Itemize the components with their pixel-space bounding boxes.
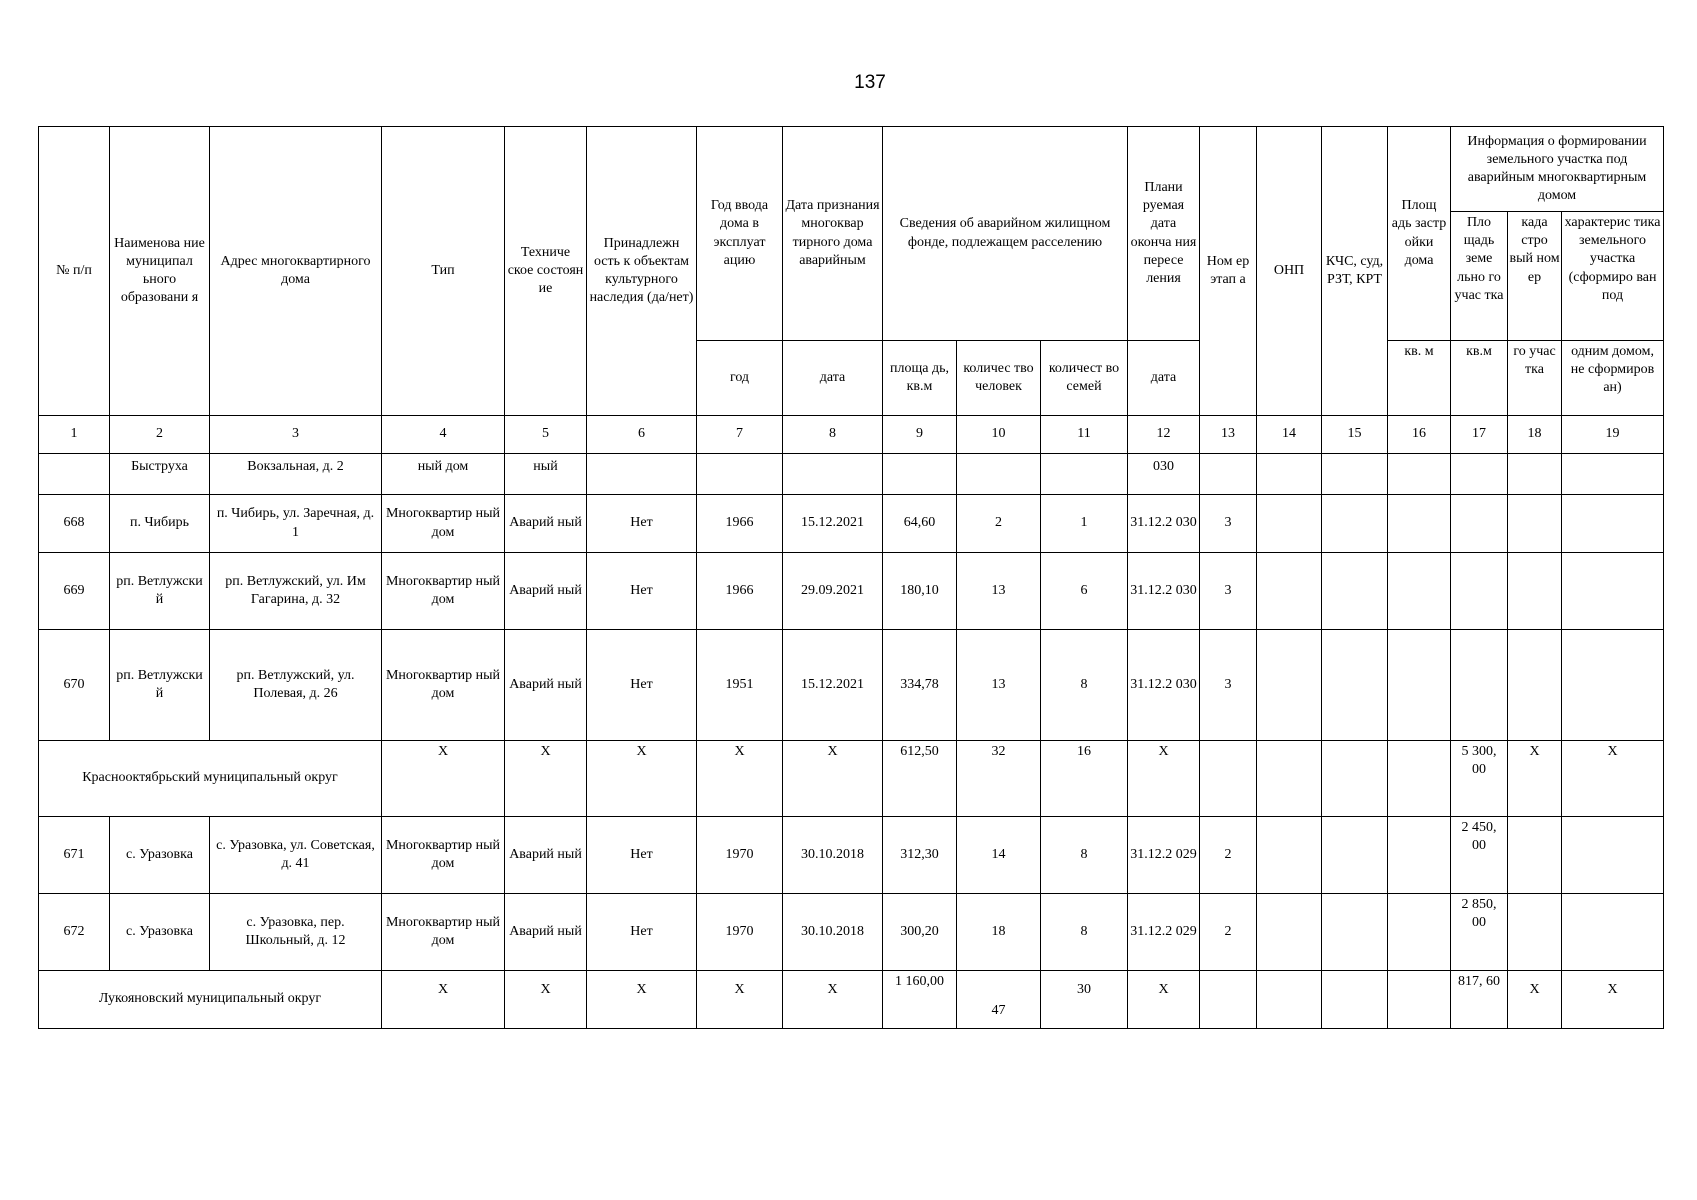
cell-people: 2: [957, 495, 1041, 553]
cell-municipality: рп. Ветлужски й: [110, 630, 210, 741]
total-row: [39, 971, 1664, 1029]
header-state: Техниче ское состоян ие: [505, 127, 587, 416]
col-number: 16: [1388, 416, 1451, 454]
header-sub-families: количест во семей: [1041, 341, 1128, 416]
cell-date: 30.10.2018: [783, 894, 883, 971]
cell-planned-date: 31.12.2 029: [1128, 817, 1200, 894]
cell-date: 15.12.2021: [783, 495, 883, 553]
header-building-area: Площ адь застр ойки дома: [1388, 127, 1451, 341]
cell-type: Многоквартир ный дом: [382, 630, 505, 741]
header-row-1: [39, 127, 1664, 341]
cell-type: Многоквартир ный дом: [382, 817, 505, 894]
cell-x: X: [783, 741, 883, 817]
cell-stage: 3: [1200, 553, 1257, 630]
header-kchs: КЧС, суд, РЗТ, КРТ: [1322, 127, 1388, 416]
cell-land-area: 817, 60: [1451, 971, 1508, 1029]
col-number: 5: [505, 416, 587, 454]
header-sub-building-area: кв. м: [1388, 341, 1451, 416]
header-sub-characteristic: одним домом, не сформиров ан): [1562, 341, 1664, 416]
cell-municipality: п. Чибирь: [110, 495, 210, 553]
col-number: 17: [1451, 416, 1508, 454]
header-land-subcols: [1451, 212, 1663, 340]
header-year: Год ввода дома в эксплуат ацию: [697, 127, 783, 341]
cell-land-area: 2 850, 00: [1451, 894, 1508, 971]
header-municipality: Наименова ние муниципал ьного образовани я: [110, 127, 210, 416]
table-row: [39, 495, 1664, 553]
cell-area: 300,20: [883, 894, 957, 971]
col-number: 12: [1128, 416, 1200, 454]
cell-x: X: [587, 741, 697, 817]
cell-x: X: [783, 971, 883, 1029]
col-number: 11: [1041, 416, 1128, 454]
cell-families: 8: [1041, 817, 1128, 894]
cell-type: Многоквартир ный дом: [382, 553, 505, 630]
cell-planned-date: 31.12.2 029: [1128, 894, 1200, 971]
col-number: 9: [883, 416, 957, 454]
cell-heritage: Нет: [587, 495, 697, 553]
header-stage: Ном ер этап а: [1200, 127, 1257, 416]
cell-people: 13: [957, 630, 1041, 741]
header-land-characteristic: характерис тика земельного участка (сформиро ван под: [1564, 215, 1661, 303]
header-onp: ОНП: [1257, 127, 1322, 416]
cell-state: ный: [505, 454, 587, 495]
cell-num: 671: [39, 817, 110, 894]
cell-people: 32: [957, 741, 1041, 817]
cell-date: 15.12.2021: [783, 630, 883, 741]
cell-municipality: с. Уразовка: [110, 894, 210, 971]
header-cadastral: када стро вый ном ер: [1508, 212, 1562, 340]
cell-state: Аварий ный: [505, 553, 587, 630]
cell-land-area: 5 300, 00: [1451, 741, 1508, 817]
col-number: 15: [1322, 416, 1388, 454]
cell-stage: 3: [1200, 495, 1257, 553]
cell-people: 18: [957, 894, 1041, 971]
header-heritage: Принадлежн ость к объектам культурного наследия (да/нет): [587, 127, 697, 416]
col-number: 18: [1508, 416, 1562, 454]
cell-x: X: [382, 741, 505, 817]
cell-x: X: [1508, 741, 1562, 817]
header-emergency-fund: Сведения об аварийном жилищном фонде, подлежащем расселению: [883, 127, 1128, 341]
header-sub-planned-date: дата: [1128, 341, 1200, 416]
cell-planned-date: 31.12.2 030: [1128, 553, 1200, 630]
cell-x: X: [1562, 741, 1664, 817]
cell-total-name: Лукояновский муниципальный округ: [39, 971, 382, 1029]
cell-families: 8: [1041, 894, 1128, 971]
col-number: 8: [783, 416, 883, 454]
cell-area: 612,50: [883, 741, 957, 817]
table-row: [39, 553, 1664, 630]
emergency-housing-table: [38, 126, 1664, 1029]
cell-planned-date: 030: [1128, 454, 1200, 495]
cell-address: с. Уразовка, пер. Школьный, д. 12: [210, 894, 382, 971]
header-planned-date: Плани руемая дата оконча ния пересе ления: [1128, 127, 1200, 341]
col-number: 3: [210, 416, 382, 454]
header-sub-year: год: [697, 341, 783, 416]
header-sub-area: площа дь, кв.м: [883, 341, 957, 416]
col-number: 7: [697, 416, 783, 454]
col-number: 6: [587, 416, 697, 454]
cell-families: 8: [1041, 630, 1128, 741]
header-land-info-group: [1451, 127, 1664, 341]
cell-heritage: Нет: [587, 817, 697, 894]
cell-area: 1 160,00: [883, 971, 957, 1029]
header-sub-land-area: кв.м: [1451, 341, 1508, 416]
header-type: Тип: [382, 127, 505, 416]
cell-x: X: [587, 971, 697, 1029]
cell-families: 30: [1041, 971, 1128, 1029]
cell-type: ный дом: [382, 454, 505, 495]
table-row: [39, 817, 1664, 894]
cell-num: 672: [39, 894, 110, 971]
cell-municipality: с. Уразовка: [110, 817, 210, 894]
cell-address: Вокзальная, д. 2: [210, 454, 382, 495]
cell-type: Многоквартир ный дом: [382, 894, 505, 971]
col-number: 14: [1257, 416, 1322, 454]
cell-people: 13: [957, 553, 1041, 630]
cell-families: 1: [1041, 495, 1128, 553]
cell-heritage: Нет: [587, 630, 697, 741]
cell-x: X: [1128, 971, 1200, 1029]
cell-area: 312,30: [883, 817, 957, 894]
cell-x: X: [1128, 741, 1200, 817]
cell-num: 668: [39, 495, 110, 553]
cell-heritage: Нет: [587, 894, 697, 971]
cell-people: 47: [957, 971, 1041, 1029]
column-numbers-row: [39, 416, 1664, 454]
cell-area: 64,60: [883, 495, 957, 553]
cell-stage: 2: [1200, 817, 1257, 894]
col-number: 13: [1200, 416, 1257, 454]
cell-year: 1966: [697, 495, 783, 553]
cell-planned-date: 31.12.2 030: [1128, 630, 1200, 741]
cell-year: 1951: [697, 630, 783, 741]
header-sub-cadastral: го учас тка: [1508, 341, 1562, 416]
col-number: 10: [957, 416, 1041, 454]
header-num: № п/п: [39, 127, 110, 416]
header-land-info: Информация о формировании земельного участка под аварийным многоквартирным домом: [1451, 127, 1663, 212]
cell-stage: 2: [1200, 894, 1257, 971]
cell-state: Аварий ный: [505, 894, 587, 971]
table-row: [39, 630, 1664, 741]
cell-state: Аварий ный: [505, 630, 587, 741]
cell-total-name: Краснооктябрьский муниципальный округ: [39, 741, 382, 817]
cell-state: Аварий ный: [505, 495, 587, 553]
cell-families: 16: [1041, 741, 1128, 817]
cell-x: X: [697, 971, 783, 1029]
cell-address: п. Чибирь, ул. Заречная, д. 1: [210, 495, 382, 553]
cell-year: 1966: [697, 553, 783, 630]
total-row: [39, 741, 1664, 817]
cell-date: 29.09.2021: [783, 553, 883, 630]
cell-x: X: [1562, 971, 1664, 1029]
header-land-area: Пло щадь земе льно го учас тка: [1451, 212, 1508, 340]
cell-area: 334,78: [883, 630, 957, 741]
cell-heritage: Нет: [587, 553, 697, 630]
cell-year: 1970: [697, 894, 783, 971]
header-sub-people: количес тво человек: [957, 341, 1041, 416]
cell-state: Аварий ный: [505, 817, 587, 894]
table-row: [39, 894, 1664, 971]
col-number: 1: [39, 416, 110, 454]
cell-address: рп. Ветлужский, ул. Полевая, д. 26: [210, 630, 382, 741]
cell-planned-date: 31.12.2 030: [1128, 495, 1200, 553]
cell-people: 14: [957, 817, 1041, 894]
cell-num: 669: [39, 553, 110, 630]
col-number: 19: [1562, 416, 1664, 454]
cell-address: с. Уразовка, ул. Советская, д. 41: [210, 817, 382, 894]
header-recognition-date: Дата признания многоквар тирного дома аварийным: [783, 127, 883, 341]
header-address: Адрес многоквартирного дома: [210, 127, 382, 416]
col-number: 2: [110, 416, 210, 454]
cell-area: 180,10: [883, 553, 957, 630]
cell-type: Многоквартир ный дом: [382, 495, 505, 553]
header-sub-date: дата: [783, 341, 883, 416]
col-number: 4: [382, 416, 505, 454]
cell-x: X: [505, 971, 587, 1029]
cell-stage: 3: [1200, 630, 1257, 741]
cell-x: X: [697, 741, 783, 817]
continuation-row: [39, 454, 1664, 495]
cell-address: рп. Ветлужский, ул. Им Гагарина, д. 32: [210, 553, 382, 630]
cell-families: 6: [1041, 553, 1128, 630]
cell-municipality: Быструха: [110, 454, 210, 495]
cell-num: 670: [39, 630, 110, 741]
cell-date: 30.10.2018: [783, 817, 883, 894]
cell-x: X: [1508, 971, 1562, 1029]
cell-x: X: [505, 741, 587, 817]
cell-land-area: 2 450, 00: [1451, 817, 1508, 894]
page-number: 137: [854, 72, 886, 93]
cell-year: 1970: [697, 817, 783, 894]
cell-x: X: [382, 971, 505, 1029]
cell-municipality: рп. Ветлужски й: [110, 553, 210, 630]
